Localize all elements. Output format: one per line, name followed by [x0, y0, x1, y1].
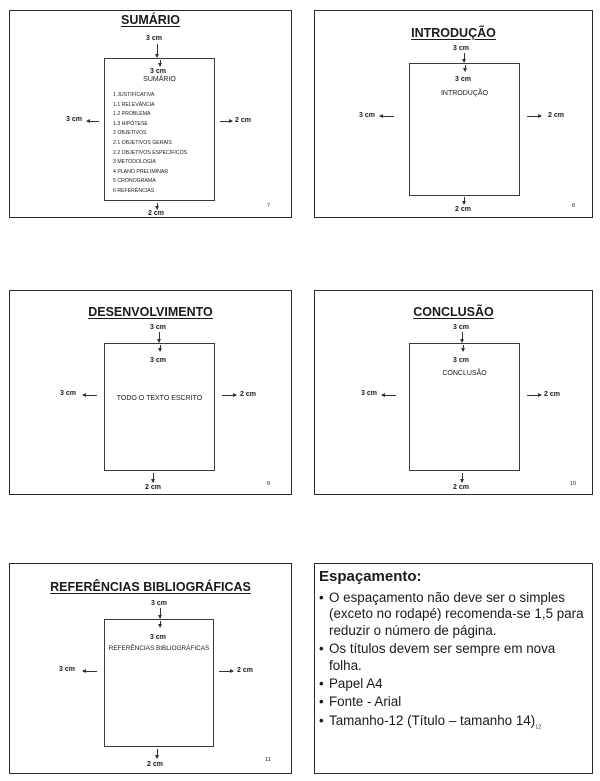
right-margin-label: 2 cm	[240, 391, 256, 398]
page-frame	[409, 343, 520, 471]
top-margin-label: 3 cm	[151, 600, 167, 607]
left-margin-arrow	[83, 671, 97, 672]
list-item: • Fonte - Arial	[319, 694, 586, 710]
slide-title: REFERÊNCIAS BIBLIOGRÁFICAS	[50, 580, 251, 594]
page-frame	[409, 63, 520, 196]
page-frame	[104, 619, 214, 747]
right-margin-arrow	[219, 671, 233, 672]
bottom-margin-label: 2 cm	[455, 206, 471, 213]
page-number: 7	[267, 203, 271, 209]
toc-item: 3 METODOLOGIA	[113, 159, 156, 166]
slide-desenvolvimento	[9, 290, 292, 495]
top-margin-arrow	[159, 332, 160, 342]
inner-top-arrow	[463, 345, 464, 351]
left-margin-arrow	[382, 395, 396, 396]
list-item: • Os títulos devem ser sempre em nova folha.	[319, 641, 586, 674]
inner-top-margin-label: 3 cm	[150, 357, 166, 364]
slide-sumario	[9, 10, 292, 218]
page-number: 8	[572, 203, 576, 209]
slide-espacamento	[314, 563, 593, 774]
toc-item: 1.3 HIPÓTESE	[113, 120, 148, 127]
toc-item: 1 JUSTIFICATIVA	[113, 92, 155, 98]
right-margin-label: 2 cm	[237, 667, 253, 674]
bottom-margin-arrow	[157, 749, 158, 758]
right-margin-label: 2 cm	[548, 112, 564, 119]
list-item: • Papel A4	[319, 676, 586, 692]
page-number: 10	[570, 481, 577, 487]
right-margin-arrow	[527, 116, 541, 117]
toc-item: 1.2 PROBLEMA	[113, 111, 151, 118]
top-margin-arrow	[157, 44, 158, 57]
slide-title: Espaçamento:	[319, 568, 422, 585]
bottom-margin-arrow	[462, 473, 463, 482]
top-margin-arrow	[464, 53, 465, 62]
right-margin-arrow	[222, 395, 236, 396]
toc-item: 6 REFERÊNCIAS	[113, 187, 155, 194]
bottom-margin-arrow	[464, 197, 465, 204]
table-of-contents	[113, 91, 187, 197]
toc-item: 2 OBJETIVOS	[113, 130, 147, 137]
page-heading: SUMÁRIO	[143, 76, 176, 83]
inner-top-arrow	[465, 65, 466, 71]
left-margin-arrow	[83, 395, 97, 396]
slide-title: CONCLUSÃO	[413, 305, 494, 319]
page-number: 9	[267, 481, 271, 487]
page-frame	[104, 343, 215, 471]
slide-title: SUMÁRIO	[120, 13, 181, 27]
left-margin-arrow	[380, 116, 394, 117]
inner-top-arrow	[160, 60, 161, 66]
rules-list	[319, 590, 586, 738]
bottom-margin-label: 2 cm	[147, 761, 163, 768]
page-body-text: TODO O TEXTO ESCRITO	[116, 395, 203, 402]
page-heading: REFERÊNCIAS BIBLIOGRÁFICAS	[108, 645, 210, 652]
bottom-margin-label: 2 cm	[453, 484, 469, 491]
left-margin-label: 3 cm	[66, 116, 82, 123]
page-number: 12	[535, 724, 542, 731]
bottom-margin-arrow	[157, 203, 158, 209]
left-margin-label: 3 cm	[59, 666, 75, 673]
slide-title: DESENVOLVIMENTO	[88, 305, 213, 319]
page-number: 11	[265, 757, 271, 763]
right-margin-label: 2 cm	[235, 117, 251, 124]
slide-title: INTRODUÇÃO	[411, 26, 496, 40]
top-margin-label: 3 cm	[146, 35, 162, 42]
inner-top-margin-label: 3 cm	[150, 68, 166, 75]
toc-item: 5 CRONOGRAMA	[113, 178, 156, 185]
bottom-margin-label: 2 cm	[148, 210, 164, 217]
list-item: • O espaçamento não deve ser o simples (exceto no rodapé) recomenda-se 1,5 para reduzir o número de página.	[319, 590, 586, 639]
top-margin-arrow	[160, 608, 161, 618]
inner-top-arrow	[160, 621, 161, 627]
inner-top-arrow	[160, 345, 161, 351]
top-margin-label: 3 cm	[150, 324, 166, 331]
slide-referencias	[9, 563, 292, 774]
slide-conclusao	[314, 290, 593, 495]
page-heading: INTRODUÇÃO	[440, 90, 489, 97]
left-margin-label: 3 cm	[359, 112, 375, 119]
list-item	[319, 713, 586, 736]
right-margin-arrow	[220, 121, 232, 122]
left-margin-arrow	[87, 121, 99, 122]
top-margin-label: 3 cm	[453, 324, 469, 331]
toc-item: 4 PLANO PRELIMINAR	[113, 168, 169, 175]
right-margin-arrow	[527, 395, 541, 396]
toc-item: 2.1 OBJETIVOS GERAIS	[113, 139, 172, 146]
left-margin-label: 3 cm	[60, 390, 76, 397]
inner-top-margin-label: 3 cm	[453, 357, 469, 364]
bottom-margin-arrow	[153, 473, 154, 482]
page-frame	[104, 58, 215, 201]
toc-item: 1.1 RELEVÂNCIA	[113, 101, 155, 108]
right-margin-label: 2 cm	[544, 391, 560, 398]
slide-introducao	[314, 10, 593, 218]
inner-top-margin-label: 3 cm	[455, 76, 471, 83]
top-margin-arrow	[462, 332, 463, 342]
page-heading: CONCLUSÃO	[442, 370, 487, 377]
left-margin-label: 3 cm	[361, 390, 377, 397]
top-margin-label: 3 cm	[453, 45, 469, 52]
inner-top-margin-label: 3 cm	[150, 634, 166, 641]
toc-item: 2.2 OBJETIVOS ESPECÍFICOS	[113, 149, 188, 156]
list-item-text: Tamanho-12 (Título – tamanho 14)	[329, 712, 536, 728]
bottom-margin-label: 2 cm	[145, 484, 161, 491]
